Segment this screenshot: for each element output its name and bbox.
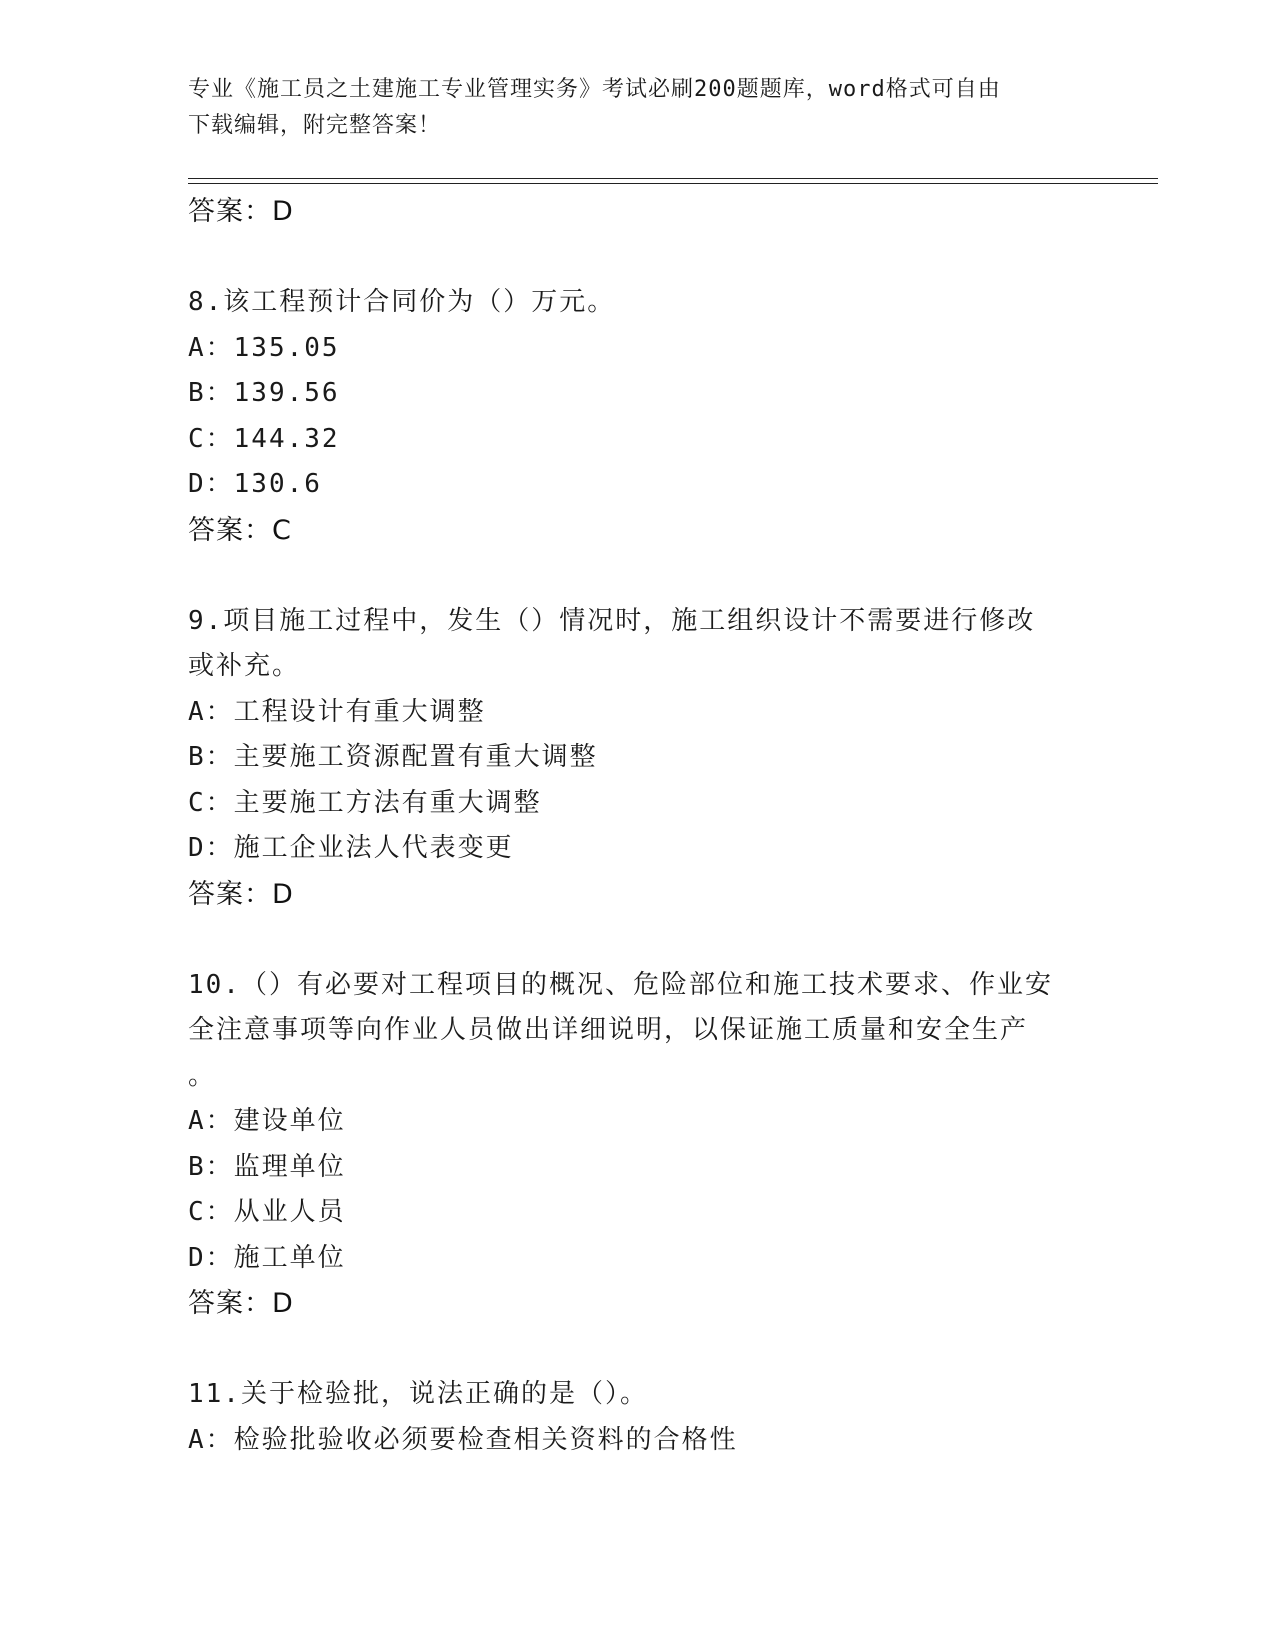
option-d: D：130.6 (188, 469, 322, 499)
question-11 (188, 1372, 1088, 1463)
answer-text: 答案：C (188, 514, 292, 546)
page-header (188, 72, 1068, 144)
option-c: C：从业人员 (188, 1197, 346, 1227)
question-10 (188, 963, 1088, 1327)
header-line-2: 下载编辑，附完整答案！ (188, 113, 442, 138)
header-divider-top (188, 178, 1158, 179)
question-8 (188, 280, 1088, 553)
option-c: C：144.32 (188, 423, 340, 454)
option-a: A：135.05 (188, 332, 340, 363)
option-d: D：施工企业法人代表变更 (188, 833, 514, 863)
header-line-1: 专业《施工员之土建施工专业管理实务》考试必刷200题题库，word格式可自由 (188, 77, 1001, 102)
spacer (188, 917, 1088, 963)
answer-text: 答案：D (188, 1288, 294, 1319)
question-text: 8.该工程预计合同价为（）万元。 (188, 287, 616, 317)
question-text-line-1: 9.项目施工过程中，发生（）情况时，施工组织设计不需要进行修改 (188, 605, 1036, 636)
spacer (188, 553, 1088, 599)
option-b: B：主要施工资源配置有重大调整 (188, 742, 598, 772)
option-a: A：建设单位 (188, 1106, 346, 1136)
question-text-line-1: 10.（）有必要对工程项目的概况、危险部位和施工技术要求、作业安 (188, 969, 1053, 1000)
option-a: A：检验批验收必须要检查相关资料的合格性 (188, 1424, 738, 1455)
spacer (188, 235, 1088, 281)
header-divider-bottom (188, 183, 1158, 184)
option-c: C：主要施工方法有重大调整 (188, 787, 542, 818)
question-text-line-3: 。 (188, 1060, 217, 1091)
question-text-line-2: 或补充。 (188, 651, 301, 681)
question-text: 11.关于检验批，说法正确的是（）。 (188, 1379, 648, 1409)
option-b: B：监理单位 (188, 1151, 346, 1182)
question-text-line-2: 全注意事项等向作业人员做出详细说明，以保证施工质量和安全生产 (188, 1015, 1029, 1045)
question-9 (188, 599, 1088, 918)
spacer (188, 1327, 1088, 1373)
option-d: D：施工单位 (188, 1242, 346, 1273)
option-a: A：工程设计有重大调整 (188, 696, 486, 727)
answer-text: 答案：D (188, 878, 294, 910)
question-list (188, 189, 1088, 1463)
previous-answer: 答案：D (188, 196, 294, 227)
option-b: B：139.56 (188, 378, 340, 408)
